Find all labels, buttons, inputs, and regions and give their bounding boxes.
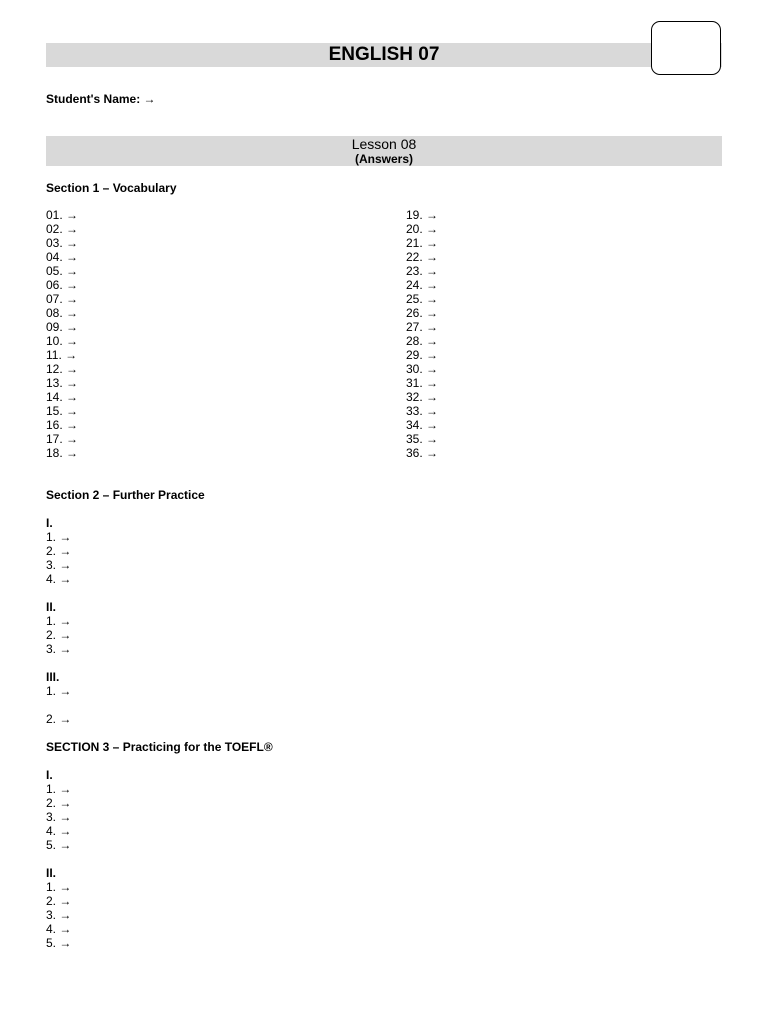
answer-line: 5. → bbox=[46, 936, 72, 950]
answer-line: 2. → bbox=[46, 628, 72, 642]
answer-line: 05. → bbox=[46, 264, 79, 278]
answer-line: 11. → bbox=[46, 348, 78, 362]
answer-line: 5. → bbox=[46, 838, 72, 852]
section3-heading: SECTION 3 – Practicing for the TOEFL® bbox=[46, 740, 273, 754]
answer-line: 09. → bbox=[46, 320, 79, 334]
answer-line: 31. → bbox=[406, 376, 439, 390]
answer-line: 36. → bbox=[406, 446, 439, 460]
answer-line: 35. → bbox=[406, 432, 439, 446]
answer-line: 21. → bbox=[406, 236, 439, 250]
part-label: I. bbox=[46, 516, 53, 530]
answer-line: 13. → bbox=[46, 376, 79, 390]
answer-line: 4. → bbox=[46, 824, 72, 838]
section3-part2 bbox=[46, 866, 71, 950]
answer-line: 1. → bbox=[46, 782, 72, 796]
answer-line: 1. → bbox=[46, 530, 72, 544]
answer-line: 1. → bbox=[46, 880, 72, 894]
answer-line: 3. → bbox=[46, 908, 72, 922]
answer-line: 4. → bbox=[46, 572, 72, 586]
answer-line: 19. → bbox=[406, 208, 439, 222]
answer-line: 2. → bbox=[46, 796, 72, 810]
answer-line: 30. → bbox=[406, 362, 439, 376]
answer-line: 29. → bbox=[406, 348, 439, 362]
answer-line: 04. → bbox=[46, 250, 79, 264]
answer-line: 2. → bbox=[46, 544, 72, 558]
answer-line: 3. → bbox=[46, 642, 72, 656]
answer-line: 1. → bbox=[46, 614, 72, 628]
answer-line: 12. → bbox=[46, 362, 79, 376]
answer-line: 15. → bbox=[46, 404, 79, 418]
section1-column-2 bbox=[406, 208, 438, 460]
part-label: III. bbox=[46, 670, 60, 684]
answer-line: 16. → bbox=[46, 418, 79, 432]
section3-part1 bbox=[46, 768, 71, 852]
section1-heading: Section 1 – Vocabulary bbox=[46, 181, 177, 195]
answer-line: 07. → bbox=[46, 292, 79, 306]
answer-line: 4. → bbox=[46, 922, 72, 936]
section2-heading: Section 2 – Further Practice bbox=[46, 488, 205, 502]
answer-line: 3. → bbox=[46, 810, 72, 824]
answer-line: 23. → bbox=[406, 264, 439, 278]
answer-line: 17. → bbox=[46, 432, 79, 446]
answer-line: 2. → bbox=[46, 712, 72, 726]
answer-line: 2. → bbox=[46, 894, 72, 908]
answer-line: 18. → bbox=[46, 446, 79, 460]
answer-line: 1. → bbox=[46, 684, 72, 698]
answer-line: 06. → bbox=[46, 278, 79, 292]
answer-line: 28. → bbox=[406, 334, 439, 348]
lesson-subtitle: (Answers) bbox=[354, 152, 413, 166]
answer-line: 22. → bbox=[406, 250, 439, 264]
page-title: ENGLISH 07 bbox=[328, 44, 440, 65]
section2-part1 bbox=[46, 516, 71, 586]
answer-line: 32. → bbox=[406, 390, 439, 404]
answer-line: 24. → bbox=[406, 278, 439, 292]
answer-line: 27. → bbox=[406, 320, 439, 334]
answer-line: 03. → bbox=[46, 236, 79, 250]
answer-line: 25. → bbox=[406, 292, 439, 306]
answer-line: 26. → bbox=[406, 306, 439, 320]
section1-column-1 bbox=[46, 208, 78, 460]
lesson-title: Lesson 08 bbox=[351, 136, 417, 152]
answer-line: 01. → bbox=[46, 208, 79, 222]
answer-line: 20. → bbox=[406, 222, 439, 236]
part-label: II. bbox=[46, 600, 57, 614]
part-label: II. bbox=[46, 866, 57, 880]
section2-part2 bbox=[46, 600, 71, 656]
answer-line: 33. → bbox=[406, 404, 439, 418]
student-name-label: Student's Name: → bbox=[46, 92, 156, 106]
answer-line: 34. → bbox=[406, 418, 439, 432]
answer-line: 02. → bbox=[46, 222, 79, 236]
answer-line: 3. → bbox=[46, 558, 72, 572]
answer-line: 10. → bbox=[46, 334, 79, 348]
answer-line: 08. → bbox=[46, 306, 79, 320]
grade-box bbox=[651, 21, 721, 75]
answer-line: 14. → bbox=[46, 390, 79, 404]
section2-part3 bbox=[46, 670, 71, 726]
part-label: I. bbox=[46, 768, 53, 782]
